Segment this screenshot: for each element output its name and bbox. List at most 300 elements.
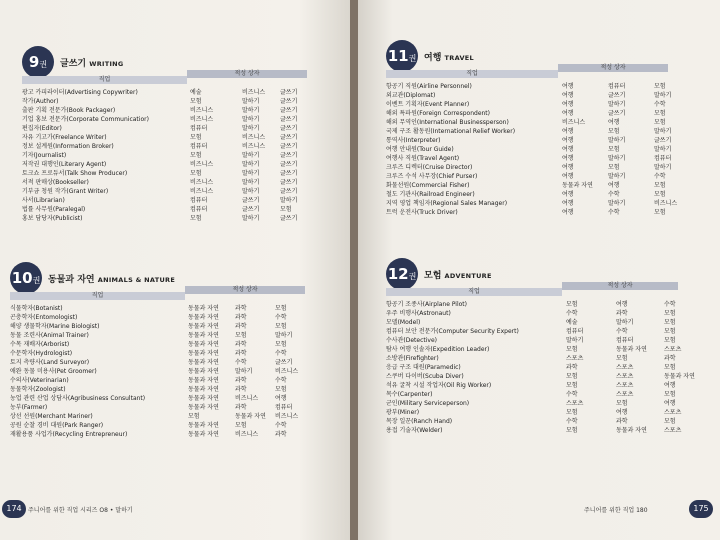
aptitude-cell: 글쓰기: [280, 116, 298, 123]
job-title-cell: 목수(Carpenter): [386, 391, 433, 398]
job-title-cell: 목장 일꾼(Ranch Hand): [386, 418, 453, 425]
job-title-cell: 응급 구조 대원(Paramedic): [386, 364, 461, 371]
aptitude-cell: 수학: [654, 173, 666, 180]
aptitude-cell: 동물과 자연: [188, 395, 219, 402]
aptitude-cell: 말하기: [608, 101, 626, 108]
col-header-aptitude: 적성 상자: [562, 282, 678, 290]
career-section: [386, 40, 678, 216]
table-row: [386, 190, 668, 199]
aptitude-cell: 비즈니스: [190, 179, 214, 186]
table-row: [386, 426, 682, 435]
job-title-cell: 소방관(Firefighter): [386, 355, 439, 362]
aptitude-cell: 수학: [608, 191, 620, 198]
aptitude-cell: 모험: [654, 119, 666, 126]
aptitude-cell: 글쓰기: [280, 98, 298, 105]
table-row: [386, 100, 668, 109]
job-title-cell: 광고 카피라이터(Advertising Copywriter): [22, 89, 138, 96]
table-row: [22, 160, 307, 169]
aptitude-cell: 과학: [566, 364, 578, 371]
aptitude-cell: 여행: [562, 200, 574, 207]
aptitude-cell: 글쓰기: [280, 152, 298, 159]
aptitude-cell: 여행: [664, 382, 676, 389]
aptitude-cell: 말하기: [242, 125, 260, 132]
aptitude-cell: 과학: [235, 323, 247, 330]
table-row: [386, 172, 668, 181]
section-title: [424, 268, 492, 281]
table-row: [10, 412, 305, 421]
col-header-job: 직업: [386, 288, 562, 296]
table-row: [386, 82, 668, 91]
aptitude-cell: 동물과 자연: [188, 341, 219, 348]
job-title-cell: 동물 조련사(Animal Trainer): [10, 332, 89, 339]
volume-suffix: 권: [408, 272, 417, 281]
aptitude-cell: 여행: [562, 128, 574, 135]
aptitude-cell: 과학: [235, 314, 247, 321]
job-title-cell: 편집자(Editor): [22, 125, 62, 132]
job-title-cell: 크루즈 수석 사무장(Chief Purser): [386, 173, 478, 180]
table-row: [22, 97, 307, 106]
col-header-aptitude: 적성 상자: [558, 64, 668, 72]
job-title-cell: 화물선원(Commercial Fisher): [386, 182, 470, 189]
aptitude-cell: 글쓰기: [242, 206, 260, 213]
section-title: [48, 272, 175, 285]
table-row: [386, 345, 682, 354]
aptitude-cell: 모험: [664, 310, 676, 317]
table-row: [22, 124, 307, 133]
table-row: [386, 91, 672, 100]
job-title-cell: 우주 비행사(Astronaut): [386, 310, 451, 317]
section-title-en: WRITING: [89, 60, 124, 68]
job-title-cell: 곤충학자(Entomologist): [10, 314, 78, 321]
aptitude-cell: 컴퓨터: [608, 83, 626, 90]
aptitude-cell: 여행: [608, 182, 620, 189]
aptitude-cell: 예술: [566, 319, 578, 326]
aptitude-cell: 모험: [275, 341, 287, 348]
aptitude-cell: 모험: [608, 164, 620, 171]
table-row: [386, 417, 678, 426]
aptitude-cell: 여행: [562, 191, 574, 198]
aptitude-cell: 말하기: [242, 215, 260, 222]
table-row: [386, 154, 672, 163]
aptitude-cell: 동물과 자연: [188, 386, 219, 393]
table-row: [10, 430, 305, 439]
table-row: [22, 151, 307, 160]
aptitude-cell: 글쓰기: [280, 170, 298, 177]
aptitude-cell: 수학: [235, 359, 247, 366]
table-row: [22, 115, 307, 124]
aptitude-cell: 과학: [235, 305, 247, 312]
aptitude-cell: 비즈니스: [190, 188, 214, 195]
aptitude-cell: 동물과 자연: [188, 332, 219, 339]
aptitude-cell: 비즈니스: [190, 116, 214, 123]
aptitude-cell: 글쓰기: [654, 137, 672, 144]
table-row: [386, 327, 678, 336]
table-row: [10, 322, 305, 331]
table-row: [386, 372, 695, 381]
table-row: [22, 214, 307, 223]
job-title-cell: 식물학자(Botanist): [10, 305, 63, 312]
aptitude-cell: 수학: [616, 328, 628, 335]
aptitude-cell: 스포츠: [616, 373, 634, 380]
aptitude-cell: 동물과 자연: [188, 431, 219, 438]
aptitude-cell: 과학: [616, 418, 628, 425]
table-row: [386, 354, 678, 363]
table-row: [386, 181, 668, 190]
job-title-cell: 수문학자(Hydrologist): [10, 350, 73, 357]
aptitude-cell: 스포츠: [616, 382, 634, 389]
job-title-cell: 출판 기획 전문가(Book Packager): [22, 107, 116, 114]
table-row: [10, 376, 305, 385]
aptitude-cell: 말하기: [242, 179, 260, 186]
table-row: [386, 300, 678, 309]
table-header: [386, 282, 678, 300]
aptitude-cell: 모험: [654, 110, 666, 117]
aptitude-cell: 여행: [562, 164, 574, 171]
career-section: [10, 262, 305, 438]
aptitude-cell: 글쓰기: [280, 161, 298, 168]
volume-suffix: 권: [32, 276, 41, 285]
table-row: [10, 385, 305, 394]
aptitude-cell: 여행: [562, 173, 574, 180]
aptitude-cell: 말하기: [608, 137, 626, 144]
job-title-cell: 지역 영업 책임자(Regional Sales Manager): [386, 200, 508, 207]
aptitude-cell: 모험: [280, 206, 292, 213]
table-row: [10, 313, 305, 322]
aptitude-cell: 모험: [616, 355, 628, 362]
aptitude-cell: 예술: [190, 89, 202, 96]
aptitude-cell: 여행: [562, 146, 574, 153]
job-title-cell: 트럭 운전사(Truck Driver): [386, 209, 458, 216]
aptitude-cell: 여행: [562, 101, 574, 108]
job-title-cell: 토크쇼 프로듀서(Talk Show Producer): [22, 170, 128, 177]
table-header: [10, 286, 305, 304]
aptitude-cell: 모험: [190, 134, 202, 141]
aptitude-cell: 말하기: [275, 332, 293, 339]
table-row: [22, 106, 307, 115]
table-row: [386, 127, 672, 136]
table-row: [10, 421, 305, 430]
aptitude-cell: 동물과 자연: [188, 368, 219, 375]
career-table: [10, 286, 305, 439]
section-title-en: TRAVEL: [444, 54, 474, 62]
table-row: [22, 133, 307, 142]
volume-suffix: 권: [408, 54, 417, 63]
table-row: [22, 196, 307, 205]
aptitude-cell: 비즈니스: [235, 395, 259, 402]
job-title-cell: 저작권 대행인(Literary Agent): [22, 161, 107, 168]
aptitude-cell: 글쓰기: [280, 179, 298, 186]
aptitude-cell: 수학: [566, 310, 578, 317]
aptitude-cell: 말하기: [566, 337, 584, 344]
aptitude-cell: 비즈니스: [275, 368, 299, 375]
aptitude-cell: 동물과 자연: [235, 413, 266, 420]
job-title-cell: 정보 설계원(Information Broker): [22, 143, 114, 150]
aptitude-cell: 비즈니스: [242, 134, 266, 141]
aptitude-cell: 동물과 자연: [188, 350, 219, 357]
table-row: [386, 408, 682, 417]
aptitude-cell: 컴퓨터: [616, 337, 634, 344]
aptitude-cell: 비즈니스: [190, 107, 214, 114]
aptitude-cell: 여행: [664, 400, 676, 407]
aptitude-cell: 여행: [616, 301, 628, 308]
aptitude-cell: 스포츠: [664, 409, 682, 416]
job-title-cell: 스쿠버 다이버(Scuba Diver): [386, 373, 464, 380]
career-section: [386, 258, 695, 434]
job-title-cell: 동물학자(Zoologist): [10, 386, 66, 393]
aptitude-cell: 수학: [664, 301, 676, 308]
aptitude-cell: 동물과 자연: [188, 377, 219, 384]
aptitude-cell: 과학: [235, 404, 247, 411]
aptitude-cell: 모험: [566, 409, 578, 416]
aptitude-cell: 수학: [275, 377, 287, 384]
aptitude-cell: 여행: [562, 209, 574, 216]
aptitude-cell: 스포츠: [664, 346, 682, 353]
aptitude-cell: 동물과 자연: [188, 314, 219, 321]
aptitude-cell: 모험: [664, 319, 676, 326]
aptitude-cell: 모험: [664, 418, 676, 425]
aptitude-cell: 동물과 자연: [616, 346, 647, 353]
job-title-cell: 토지 측량사(Land Surveyor): [10, 359, 90, 366]
career-table: [22, 70, 307, 223]
aptitude-cell: 글쓰기: [242, 197, 260, 204]
job-title-cell: 통역사(Interpreter): [386, 137, 441, 144]
aptitude-cell: 여행: [562, 155, 574, 162]
career-table: [386, 64, 678, 217]
section-title-en: ANIMALS & NATURE: [97, 276, 176, 284]
table-row: [386, 109, 668, 118]
aptitude-cell: 스포츠: [566, 400, 584, 407]
job-title-cell: 작가(Author): [22, 98, 59, 105]
section-title: [424, 50, 474, 63]
aptitude-cell: 컴퓨터: [190, 143, 208, 150]
job-title-cell: 항공기 조종사(Airplane Pilot): [386, 301, 468, 308]
aptitude-cell: 수학: [275, 350, 287, 357]
aptitude-cell: 글쓰기: [280, 134, 298, 141]
table-row: [22, 187, 307, 196]
section-title-ko: 모험: [424, 271, 442, 281]
aptitude-cell: 모험: [654, 191, 666, 198]
aptitude-cell: 비즈니스: [242, 89, 266, 96]
aptitude-cell: 말하기: [242, 98, 260, 105]
table-row: [22, 205, 307, 214]
aptitude-cell: 말하기: [235, 368, 253, 375]
aptitude-cell: 비즈니스: [562, 119, 586, 126]
table-row: [10, 340, 305, 349]
volume-number: 11: [387, 47, 409, 65]
aptitude-cell: 모험: [190, 98, 202, 105]
aptitude-cell: 말하기: [242, 116, 260, 123]
aptitude-cell: 모험: [190, 170, 202, 177]
aptitude-cell: 모험: [664, 328, 676, 335]
aptitude-cell: 여행: [562, 110, 574, 117]
aptitude-cell: 말하기: [242, 161, 260, 168]
aptitude-cell: 여행: [562, 83, 574, 90]
section-title-ko: 동물과 자연: [48, 275, 95, 285]
table-row: [10, 331, 305, 340]
job-title-cell: 외교관(Diplomat): [386, 92, 436, 99]
job-title-cell: 수의사(Veterinarian): [10, 377, 69, 384]
volume-number: 9: [28, 53, 40, 71]
aptitude-cell: 모험: [608, 128, 620, 135]
aptitude-cell: 여행: [616, 409, 628, 416]
aptitude-cell: 모험: [664, 337, 676, 344]
table-row: [386, 399, 678, 408]
aptitude-cell: 글쓰기: [280, 188, 298, 195]
job-title-cell: 모델(Model): [386, 319, 421, 326]
aptitude-cell: 동물과 자연: [188, 359, 219, 366]
aptitude-cell: 모험: [654, 83, 666, 90]
job-title-cell: 항공기 직원(Airline Personnel): [386, 83, 472, 90]
section-title-ko: 여행: [424, 53, 442, 63]
job-title-cell: 국제 구조 활동원(International Relief Worker): [386, 128, 516, 135]
section-title-en: ADVENTURE: [444, 272, 492, 280]
aptitude-cell: 모험: [275, 323, 287, 330]
aptitude-cell: 과학: [275, 431, 287, 438]
job-title-cell: 석유 굴착 시설 작업자(Oil Rig Worker): [386, 382, 492, 389]
job-title-cell: 서적 판매상(Bookseller): [22, 179, 89, 186]
table-row: [386, 199, 678, 208]
job-title-cell: 철도 기관사(Railroad Engineer): [386, 191, 475, 198]
job-title-cell: 사서(Librarian): [22, 197, 65, 204]
aptitude-cell: 동물과 자연: [188, 422, 219, 429]
table-row: [22, 178, 307, 187]
table-row: [386, 336, 678, 345]
table-row: [10, 304, 305, 313]
aptitude-cell: 모험: [654, 209, 666, 216]
aptitude-cell: 글쓰기: [280, 89, 298, 96]
aptitude-cell: 모험: [235, 332, 247, 339]
aptitude-cell: 모험: [275, 386, 287, 393]
book-gutter: [350, 0, 358, 540]
aptitude-cell: 모험: [608, 146, 620, 153]
aptitude-cell: 모험: [664, 391, 676, 398]
aptitude-cell: 말하기: [654, 92, 672, 99]
job-title-cell: 해양 생물학자(Marine Biologist): [10, 323, 100, 330]
job-title-cell: 기자(Journalist): [22, 152, 67, 159]
aptitude-cell: 모험: [190, 152, 202, 159]
table-row: [386, 163, 672, 172]
aptitude-cell: 글쓰기: [608, 110, 626, 117]
aptitude-cell: 말하기: [654, 146, 672, 153]
aptitude-cell: 비즈니스: [235, 431, 259, 438]
table-header: [22, 70, 307, 88]
aptitude-cell: 수학: [275, 314, 287, 321]
job-title-cell: 상선 선원(Merchant Mariner): [10, 413, 93, 420]
aptitude-cell: 과학: [235, 350, 247, 357]
job-title-cell: 애완 동물 미용사(Pet Groomer): [10, 368, 97, 375]
aptitude-cell: 동물과 자연: [562, 182, 593, 189]
aptitude-cell: 글쓰기: [608, 92, 626, 99]
aptitude-cell: 말하기: [608, 200, 626, 207]
page-number: 174: [2, 500, 26, 518]
aptitude-cell: 비즈니스: [242, 143, 266, 150]
job-title-cell: 농부(Farmer): [10, 404, 48, 411]
aptitude-cell: 컴퓨터: [654, 155, 672, 162]
table-row: [10, 367, 305, 376]
aptitude-cell: 비즈니스: [275, 413, 299, 420]
aptitude-cell: 여행: [562, 137, 574, 144]
table-row: [386, 381, 678, 390]
aptitude-cell: 동물과 자연: [188, 323, 219, 330]
aptitude-cell: 과학: [664, 355, 676, 362]
job-title-cell: 여행 안내원(Tour Guide): [386, 146, 454, 153]
table-row: [22, 142, 307, 151]
aptitude-cell: 말하기: [616, 319, 634, 326]
aptitude-cell: 여행: [275, 395, 287, 402]
aptitude-cell: 컴퓨터: [190, 125, 208, 132]
aptitude-cell: 과학: [235, 386, 247, 393]
job-title-cell: 군인(Military Serviceperson): [386, 400, 470, 407]
aptitude-cell: 스포츠: [616, 391, 634, 398]
table-row: [386, 318, 678, 327]
table-row: [386, 208, 668, 217]
page-footer-text: 주니어를 위한 직업 180: [584, 507, 648, 514]
table-row: [22, 169, 307, 178]
aptitude-cell: 글쓰기: [280, 107, 298, 114]
aptitude-cell: 말하기: [242, 188, 260, 195]
col-header-aptitude: 적성 상자: [187, 70, 307, 78]
aptitude-cell: 말하기: [608, 155, 626, 162]
aptitude-cell: 모험: [566, 382, 578, 389]
aptitude-cell: 비즈니스: [654, 200, 678, 207]
aptitude-cell: 모험: [654, 182, 666, 189]
job-title-cell: 여행사 직원(Travel Agent): [386, 155, 460, 162]
table-row: [10, 394, 305, 403]
aptitude-cell: 모험: [566, 346, 578, 353]
page-number: 175: [689, 500, 713, 518]
table-row: [386, 309, 678, 318]
job-title-cell: 크루즈 디렉터(Cruise Director): [386, 164, 473, 171]
job-title-cell: 재활용품 사업가(Recycling Entrepreneur): [10, 431, 128, 438]
volume-suffix: 권: [39, 60, 48, 69]
aptitude-cell: 여행: [562, 92, 574, 99]
table-row: [386, 363, 678, 372]
job-title-cell: 이벤트 기획자(Event Planner): [386, 101, 470, 108]
aptitude-cell: 글쓰기: [280, 125, 298, 132]
job-title-cell: 광부(Miner): [386, 409, 420, 416]
volume-number: 10: [11, 269, 33, 287]
aptitude-cell: 컴퓨터: [190, 206, 208, 213]
aptitude-cell: 수학: [608, 209, 620, 216]
aptitude-cell: 말하기: [242, 152, 260, 159]
table-row: [386, 136, 672, 145]
aptitude-cell: 말하기: [242, 170, 260, 177]
job-title-cell: 기부금 청원 작가(Grant Writer): [22, 188, 109, 195]
job-title-cell: 농업 관련 산업 상담사(Agribusiness Consultant): [10, 395, 146, 402]
table-row: [10, 349, 305, 358]
aptitude-cell: 모험: [235, 422, 247, 429]
job-title-cell: 수목 재배자(Arborist): [10, 341, 70, 348]
aptitude-cell: 수학: [566, 418, 578, 425]
aptitude-cell: 모험: [275, 305, 287, 312]
aptitude-cell: 여행: [608, 119, 620, 126]
aptitude-cell: 동물과 자연: [616, 427, 647, 434]
aptitude-cell: 모험: [616, 400, 628, 407]
job-title-cell: 해외 특파원(Foreign Correspondent): [386, 110, 491, 117]
aptitude-cell: 컴퓨터: [275, 404, 293, 411]
aptitude-cell: 동물과 자연: [188, 404, 219, 411]
job-title-cell: 공원 순찰 경비 대원(Park Ranger): [10, 422, 104, 429]
job-title-cell: 법률 사무원(Paralegal): [22, 206, 86, 213]
aptitude-cell: 모험: [566, 427, 578, 434]
aptitude-cell: 말하기: [654, 128, 672, 135]
job-title-cell: 자유 기고가(Freelance Writer): [22, 134, 107, 141]
job-title-cell: 기업 홍보 전문가(Corporate Communicatior): [22, 116, 149, 123]
aptitude-cell: 과학: [235, 341, 247, 348]
aptitude-cell: 스포츠: [664, 427, 682, 434]
aptitude-cell: 말하기: [654, 164, 672, 171]
volume-number: 12: [387, 265, 409, 283]
